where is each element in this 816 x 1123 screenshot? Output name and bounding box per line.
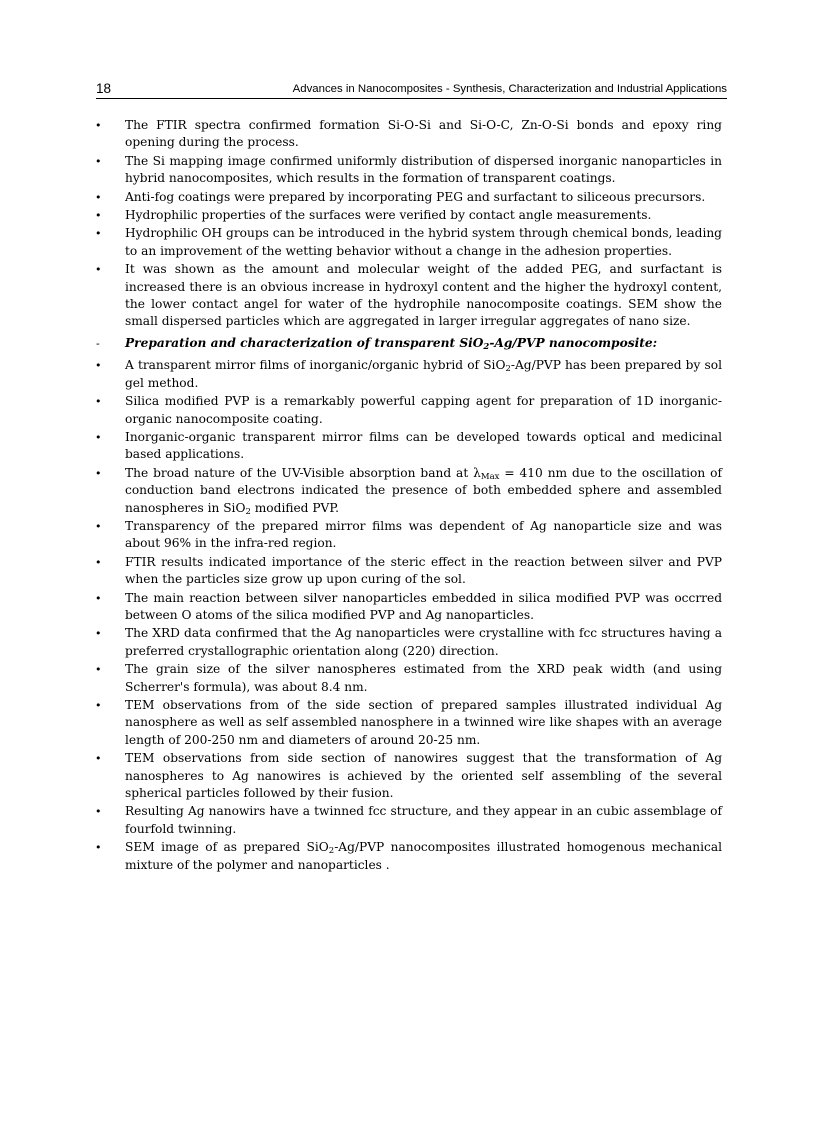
text-part: SEM image of as prepared SiO (125, 840, 329, 855)
list-item-text: Transparency of the prepared mirror films was dependent of Ag nanoparticle size and was about 96% in the infra-red region. (125, 518, 722, 551)
subscript: 2 (505, 364, 511, 375)
list-item (92, 393, 722, 428)
bullet-icon: • (95, 627, 102, 641)
bullet-icon: • (95, 227, 102, 241)
list-item (92, 839, 722, 874)
list-item (92, 590, 722, 625)
subscript: 2 (328, 846, 335, 857)
list-item-text: FTIR results indicated importance of the steric effect in the reaction between silver and PVP when the particles size grow up upon curing of the sol. (125, 554, 722, 587)
bullet-icon: • (95, 663, 102, 677)
bullet-icon: • (95, 154, 102, 168)
list-item (92, 518, 722, 553)
list-item-text: Anti-fog coatings were prepared by incorporating PEG and surfactant to siliceous precursors. (125, 189, 706, 204)
section-heading-text (125, 335, 722, 352)
bullet-icon: • (95, 752, 102, 766)
bullet-icon: • (95, 519, 102, 533)
list-item (92, 661, 722, 696)
bullet-icon: • (95, 466, 102, 480)
list-item (92, 465, 722, 517)
list-item (92, 153, 722, 188)
heading-text-part: Preparation and characterization of transparent SiO (125, 335, 484, 350)
page-header (96, 81, 727, 99)
bullet-icon: • (95, 263, 102, 277)
bullet-icon: • (95, 841, 102, 855)
subscript: Max (480, 471, 500, 482)
heading-subscript: 2 (483, 341, 490, 352)
list-item (92, 554, 722, 589)
list-item-text: The XRD data confirmed that the Ag nanoparticles were crystalline with fcc structures having a preferred crystallographic orientation along (220) direction. (125, 626, 722, 658)
section-heading (92, 335, 722, 352)
list-item-text: Hydrophilic OH groups can be introduced in the hybrid system through chemical bonds, leading to an improvement of the wetting behavior without a change in the adhesion properties. (125, 226, 722, 258)
list-item (92, 261, 722, 331)
list-item-text (125, 839, 722, 874)
list-item (92, 803, 722, 838)
bullet-icon: • (95, 591, 102, 605)
list-item-text: Hydrophilic properties of the surfaces were verified by contact angle measurements. (125, 208, 652, 223)
bullet-icon: • (95, 359, 102, 373)
list-item-text: The grain size of the silver nanospheres estimated from the XRD peak width (and using Scherrer's formula), was about 8.4 nm. (125, 662, 722, 694)
list-item (92, 750, 722, 802)
heading-text-part: -Ag/PVP nanocomposite: (489, 335, 658, 350)
list-item-text: The Si mapping image confirmed uniformly distribution of dispersed inorganic nanoparticles in hybrid nanocomposites, which results in the formation of transparent coatings. (125, 153, 722, 186)
list-item-text: TEM observations from side section of nanowires suggest that the transformation of Ag nanospheres to Ag nanowires is achieved by the oriented self assembling of the several spherical particles followed by their fusion. (125, 751, 722, 801)
list-item (92, 697, 722, 749)
text-part: modified PVP. (250, 500, 339, 515)
list-item-text: The main reaction between silver nanoparticles embedded in silica modified PVP was occrred between O atoms of the silica modified PVP and Ag nanoparticles. (125, 590, 722, 622)
list-item (92, 225, 722, 260)
list-item-text: Inorganic-organic transparent mirror films can be developed towards optical and medicinal based applications. (125, 429, 722, 462)
page-number: 18 (96, 81, 112, 96)
list-item-text: It was shown as the amount and molecular weight of the added PEG, and surfactant is increased there is an obvious increase in hydroxyl content and the higher the hydroxyl content, the lower contact angel for water of the hydrophile nanocomposite coatings. SEM show the small dispersed particles which are aggregated in larger irregular aggregates of nano size. (125, 262, 722, 329)
running-title: Advances in Nanocomposites - Synthesis, Characterization and Industrial Applications (292, 83, 727, 95)
subscript: 2 (245, 506, 251, 517)
bullet-icon: • (95, 190, 102, 204)
list-item (92, 189, 722, 206)
list-item-text: Silica modified PVP is a remarkably powerful capping agent for preparation of 1D inorganic-organic nanocomposite coating. (125, 394, 722, 426)
text-part: The broad nature of the UV-Visible absorption band at λ (125, 465, 481, 480)
bullet-icon: • (95, 699, 102, 712)
bullet-icon: • (95, 209, 102, 223)
list-item-text: Resulting Ag nanowirs have a twinned fcc structure, and they appear in an cubic assemblage of fourfold twinning. (125, 804, 722, 836)
list-item (92, 357, 722, 392)
list-item (92, 429, 722, 464)
bullet-icon: • (95, 119, 102, 132)
bullet-icon: • (95, 430, 102, 444)
text-part: -Ag/PVP has been prepared by sol gel method. (125, 358, 722, 390)
bullet-icon: • (95, 395, 102, 409)
text-part: -Ag/PVP nanocomposites illustrated homogenous mechanical mixture of the polymer and nanoparticles . (125, 840, 722, 872)
list-item (92, 625, 722, 660)
list-item-text (125, 357, 722, 392)
list-item (92, 207, 722, 224)
dash-marker: - (96, 336, 100, 350)
text-part: = 410 nm due to the oscillation of conduction band electrons indicated the presence of both embedded sphere and assembled nanospheres in SiO (125, 465, 722, 515)
list-item-text: TEM observations from of the side section of prepared samples illustrated individual Ag nanosphere as well as self assembled nanosphere in a twinned wire like shapes with an average length of 200-250 nm and diameters of around 20-25 nm. (125, 698, 722, 747)
text-part: A transparent mirror films of inorganic/organic hybrid of SiO (125, 358, 506, 373)
bullet-icon: • (95, 555, 102, 569)
bullet-icon: • (95, 805, 102, 819)
list-item-text (125, 465, 722, 517)
list-item-text: The FTIR spectra confirmed formation Si-O-Si and Si-O-C, Zn-O-Si bonds and epoxy ring opening during the process. (125, 118, 722, 150)
list-item (92, 117, 722, 152)
bullet-list (92, 117, 722, 875)
